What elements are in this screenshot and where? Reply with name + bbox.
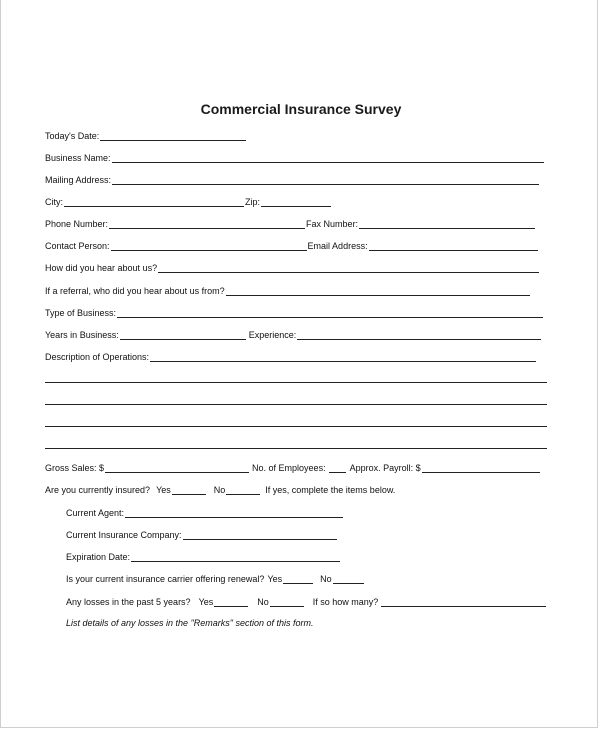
experience-label: Experience:	[248, 330, 297, 340]
city-label: City:	[45, 197, 63, 207]
current-agent-row	[66, 506, 344, 518]
current-company-field[interactable]	[183, 529, 337, 540]
phone-fax-row	[45, 217, 536, 229]
business-name-field[interactable]	[112, 152, 544, 163]
email-label: Email Address:	[307, 241, 368, 251]
payroll-label: Approx. Payroll: $	[349, 463, 421, 473]
if-yes-text: If yes, complete the items below.	[265, 485, 396, 495]
description-line[interactable]	[45, 426, 547, 427]
expiration-label: Expiration Date:	[66, 552, 131, 562]
type-business-row	[45, 306, 544, 318]
years-field[interactable]	[120, 329, 246, 340]
gross-sales-field[interactable]	[105, 462, 249, 473]
losses-yes-label: Yes	[198, 597, 214, 607]
referral-field[interactable]	[226, 285, 530, 296]
description-line[interactable]	[45, 382, 547, 383]
payroll-field[interactable]	[422, 462, 540, 473]
contact-field[interactable]	[111, 240, 307, 251]
hear-about-row	[45, 261, 540, 273]
losses-no-field[interactable]	[270, 596, 304, 607]
todays-date-label: Today's Date:	[45, 131, 100, 141]
type-business-label: Type of Business:	[45, 308, 117, 318]
hear-about-label: How did you hear about us?	[45, 263, 158, 273]
renewal-yes-label: Yes	[267, 574, 283, 584]
mailing-address-label: Mailing Address:	[45, 175, 112, 185]
phone-label: Phone Number:	[45, 219, 109, 229]
years-label: Years in Business:	[45, 330, 119, 340]
losses-label: Any losses in the past 5 years?	[66, 597, 191, 607]
description-line[interactable]	[45, 448, 547, 449]
todays-date-row	[45, 129, 247, 141]
mailing-address-row	[45, 173, 540, 185]
contact-email-row	[45, 239, 539, 251]
current-company-row	[66, 528, 338, 540]
fax-field[interactable]	[359, 218, 535, 229]
email-field[interactable]	[369, 240, 538, 251]
type-business-field[interactable]	[117, 307, 543, 318]
city-zip-row	[45, 195, 332, 207]
zip-label: Zip:	[245, 197, 261, 207]
current-agent-field[interactable]	[125, 507, 343, 518]
how-many-field[interactable]	[381, 596, 546, 607]
expiration-field[interactable]	[131, 551, 340, 562]
current-company-label: Current Insurance Company:	[66, 530, 182, 540]
losses-no-label: No	[257, 597, 269, 607]
insured-no-field[interactable]	[226, 484, 260, 495]
description-line[interactable]	[45, 404, 547, 405]
gross-sales-label: Gross Sales: $	[45, 463, 105, 473]
mailing-address-field[interactable]	[112, 174, 539, 185]
referral-label: If a referral, who did you hear about us from?	[45, 286, 225, 296]
description-label: Description of Operations:	[45, 352, 150, 362]
description-row	[45, 350, 537, 362]
expiration-row	[66, 550, 341, 562]
insured-yes-field[interactable]	[172, 484, 206, 495]
hear-about-field[interactable]	[158, 262, 539, 273]
zip-field[interactable]	[261, 196, 331, 207]
description-field[interactable]	[150, 351, 536, 362]
current-agent-label: Current Agent:	[66, 508, 125, 518]
renewal-yes-field[interactable]	[283, 573, 313, 584]
contact-label: Contact Person:	[45, 241, 110, 251]
renewal-row	[66, 572, 365, 584]
city-field[interactable]	[64, 196, 244, 207]
insured-label: Are you currently insured?	[45, 485, 151, 495]
referral-row	[45, 284, 531, 296]
remarks-note: List details of any losses in the "Remarks" section of this form.	[66, 618, 314, 628]
page-title: Commercial Insurance Survey	[200, 101, 402, 117]
employees-field[interactable]	[329, 462, 346, 473]
business-name-label: Business Name:	[45, 153, 111, 163]
phone-field[interactable]	[109, 218, 305, 229]
years-experience-row	[45, 328, 542, 340]
how-many-label: If so how many?	[312, 597, 379, 607]
losses-yes-field[interactable]	[214, 596, 248, 607]
todays-date-field[interactable]	[100, 130, 246, 141]
fax-label: Fax Number:	[306, 219, 359, 229]
sales-row	[45, 461, 541, 473]
losses-row	[66, 595, 547, 607]
insured-no-label: No	[213, 485, 226, 495]
employees-label: No. of Employees:	[252, 463, 326, 473]
business-name-row	[45, 151, 545, 163]
experience-field[interactable]	[297, 329, 541, 340]
insured-row	[45, 483, 395, 495]
renewal-no-field[interactable]	[333, 573, 364, 584]
renewal-no-label: No	[320, 574, 332, 584]
renewal-label: Is your current insurance carrier offering renewal?	[66, 574, 265, 584]
insured-yes-label: Yes	[156, 485, 171, 495]
